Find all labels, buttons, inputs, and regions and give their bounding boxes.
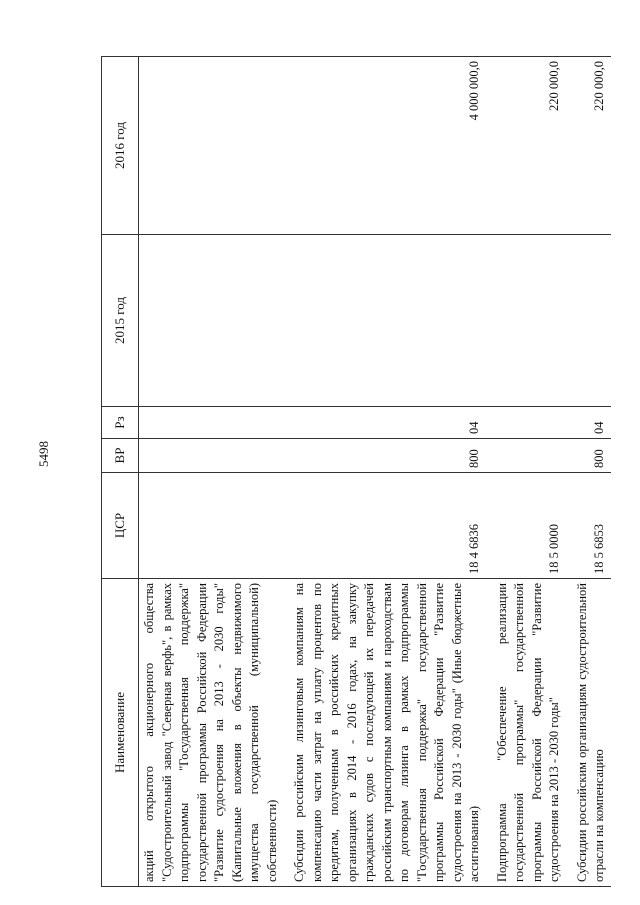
header-2015: 2015 год	[102, 235, 139, 407]
row-2016: 220 000,0	[492, 57, 566, 235]
row-2015	[139, 235, 284, 407]
header-name: Наименование	[102, 579, 139, 887]
row-csr	[139, 473, 284, 579]
table-row	[289, 57, 486, 887]
row-rz: 04	[572, 407, 611, 439]
table-row	[139, 57, 284, 887]
budget-table	[101, 56, 611, 887]
row-2016: 220 000,0	[572, 57, 611, 235]
row-name: Подпрограмма "Обеспечение реализации государственной программы" государственной программы Российской Федерации "Развитие судостроения на 2013 - 2030 годы"	[492, 579, 566, 887]
row-vr: 800	[572, 439, 611, 473]
header-rz: Рз	[102, 407, 139, 439]
row-name: акций открытого акционерного общества "Судостроительный завод "Северная верфь", в рамках подпрограммы "Государственная поддержка" государственной программы Российской Федерации "Развитие судостроения на 2013 - 2030 годы" (Капитальные вложения в объекты недвижимого имущества государственной (муниципальной) собственности)	[139, 579, 284, 887]
row-rz	[139, 407, 284, 439]
row-rz	[492, 407, 566, 439]
row-vr	[139, 439, 284, 473]
row-csr: 18 4 6836	[289, 473, 486, 579]
row-2016	[139, 57, 284, 235]
header-2016: 2016 год	[102, 57, 139, 235]
row-name: Субсидии российским организациям судостроительной отрасли на компенсацию	[572, 579, 611, 887]
row-vr: 800	[289, 439, 486, 473]
rotated-table-container	[101, 57, 606, 887]
row-rz: 04	[289, 407, 486, 439]
table-row	[572, 57, 611, 887]
row-vr	[492, 439, 566, 473]
row-2015	[492, 235, 566, 407]
header-vr: ВР	[102, 439, 139, 473]
header-csr: ЦСР	[102, 473, 139, 579]
row-csr: 18 5 6853	[572, 473, 611, 579]
table-header-row	[102, 57, 139, 887]
row-2016: 4 000 000,0	[289, 57, 486, 235]
table-row	[492, 57, 566, 887]
row-2015	[289, 235, 486, 407]
page-number: 5498	[36, 441, 51, 467]
row-2015	[572, 235, 611, 407]
row-name: Субсидии российским лизинговым компаниям на компенсацию части затрат на уплату процентов по кредитам, полученным в российских кредитных организациях в 2014 - 2016 годах, на закупку гражданских судов с последующей их передачей российским транспортным компаниям и пароходствам по договорам лизинга в рамках подпрограммы "Государственная поддержка" государственной программы Российской Федерации "Развитие судостроения на 2013 - 2030 годы" (Иные бюджетные ассигнования)	[289, 579, 486, 887]
row-csr: 18 5 0000	[492, 473, 566, 579]
